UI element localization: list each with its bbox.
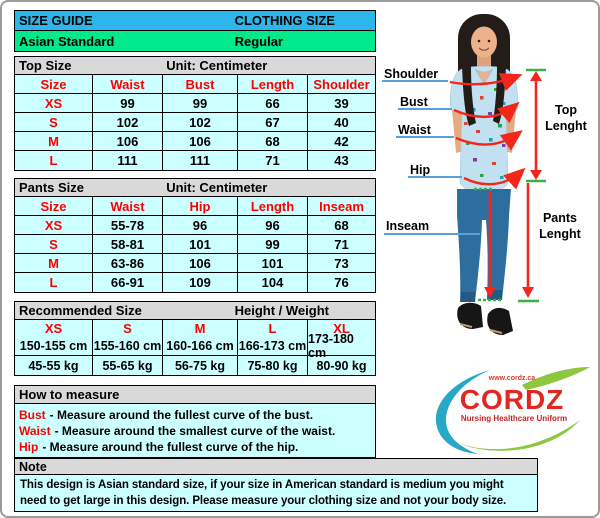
height-cell: 173-180 cm (308, 337, 375, 356)
logo-tagline: Nursing Healthcare Uniform (460, 414, 568, 423)
how-to-measure-body (15, 404, 375, 457)
size-cell: M (15, 132, 93, 151)
value-cell: 101 (238, 254, 308, 273)
standard-label: Asian Standard (19, 33, 115, 49)
measure-label: Bust (19, 408, 46, 422)
size-cell: L (15, 273, 93, 292)
value-cell: 58-81 (93, 235, 163, 254)
pants-size-grid (15, 197, 375, 292)
top-length-label-1: Top (555, 103, 577, 117)
note-text: This design is Asian standard size, if your size in American standard is medium you might need to get large in this design. Please measure your clothing size and not your body size. (20, 479, 507, 507)
pants-length-label-1: Pants (542, 211, 578, 225)
eye (488, 40, 491, 43)
recommended-size-values (15, 332, 375, 375)
tables-column (14, 10, 376, 458)
measure-label: Hip (19, 440, 39, 454)
height-weight-label: Height / Weight (234, 303, 329, 318)
pants (457, 189, 511, 302)
waist-label: Waist (398, 123, 431, 137)
size-cell: XS (15, 94, 93, 113)
measure-text: - Measure around the fullest curve of the hip. (42, 440, 299, 454)
note-title: Note (19, 459, 47, 474)
value-cell: 109 (163, 273, 238, 292)
value-cell: 99 (238, 235, 308, 254)
value-cell: 67 (238, 113, 308, 132)
value-cell: 106 (93, 132, 163, 151)
size-cell: XS (15, 216, 93, 235)
size-cell: M (15, 254, 93, 273)
value-cell: 71 (238, 151, 308, 170)
value-cell: 104 (238, 273, 308, 292)
recommended-title: Recommended Size (19, 303, 142, 318)
col-header: Shoulder (308, 75, 375, 94)
model-measurement-diagram (376, 10, 596, 366)
value-cell: 68 (238, 132, 308, 151)
weight-cell: 55-65 kg (93, 356, 163, 375)
logo-swoosh-green (450, 420, 580, 451)
value-cell: 102 (93, 113, 163, 132)
measure-line-bust (19, 407, 371, 423)
how-to-measure-title: How to measure (19, 387, 120, 402)
col-header: XS (15, 320, 93, 337)
value-cell: 101 (163, 235, 238, 254)
pants-size-titlebar (15, 179, 375, 197)
col-header: Inseam (308, 197, 375, 216)
value-cell: 39 (308, 94, 375, 113)
measure-text: - Measure around the fullest curve of the bust. (49, 408, 314, 422)
how-to-measure-titlebar (15, 386, 375, 404)
measure-label: Waist (19, 424, 51, 438)
col-header: L (238, 320, 308, 337)
value-cell: 106 (163, 254, 238, 273)
top-size-table (14, 56, 376, 171)
top-size-grid (15, 75, 375, 170)
header-table (14, 10, 376, 52)
value-cell: 99 (163, 94, 238, 113)
value-cell: 102 (163, 113, 238, 132)
eye (478, 40, 481, 43)
top-size-unit: Unit: Centimeter (166, 58, 268, 73)
measure-text: - Measure around the smallest curve of the waist. (54, 424, 336, 438)
size-cell: L (15, 151, 93, 170)
measure-line-waist (19, 423, 371, 439)
col-header: Waist (93, 197, 163, 216)
value-cell: 43 (334, 153, 349, 168)
value-cell: 96 (238, 216, 308, 235)
bust-label: Bust (400, 95, 428, 109)
value-cell: 68 (308, 216, 375, 235)
clothing-size-label: CLOTHING SIZE (234, 13, 335, 28)
value-cell: 71 (308, 235, 375, 254)
pants-length-label-2: Lenght (539, 227, 581, 241)
inseam-label: Inseam (386, 219, 430, 233)
value-cell: 73 (308, 254, 375, 273)
top-size-titlebar (15, 57, 375, 75)
logo-name: CORDZ (459, 384, 565, 415)
value-cell: 99 (93, 94, 163, 113)
pants-size-title: Pants Size (19, 180, 85, 195)
cordz-logo (426, 364, 594, 458)
top-length-arrowhead-up (530, 71, 542, 81)
top-length-arrowhead-down (530, 170, 542, 180)
shoulder-label: Shoulder (384, 67, 439, 81)
pants-length-arrowhead (522, 287, 534, 298)
top-length-label-2: Lenght (545, 119, 587, 133)
value-cell: 63-86 (93, 254, 163, 273)
fit-label: Regular (234, 33, 283, 49)
value-cell: 106 (163, 132, 238, 151)
col-header: XL (333, 321, 350, 336)
size-guide-row (15, 11, 375, 31)
how-to-measure-section (14, 385, 376, 458)
value-cell: 42 (308, 132, 375, 151)
pants-size-unit: Unit: Centimeter (166, 180, 268, 195)
pants-cuff (461, 292, 475, 302)
weight-cell: 80-90 kg (316, 358, 367, 373)
recommended-size-table (14, 301, 376, 376)
logo-website: www.cordz.ca (488, 375, 536, 382)
size-cell: S (15, 235, 93, 254)
col-header: Waist (93, 75, 163, 94)
height-cell: 166-173 cm (238, 337, 308, 356)
value-cell: 111 (93, 151, 163, 170)
hip-label: Hip (410, 163, 431, 177)
weight-cell: 75-80 kg (238, 356, 308, 375)
weight-cell: 56-75 kg (163, 356, 238, 375)
col-header: Length (238, 75, 308, 94)
model-photo (450, 14, 518, 335)
value-cell: 40 (308, 113, 375, 132)
col-header: M (163, 320, 238, 337)
height-cell: 150-155 cm (15, 337, 93, 356)
col-header: S (93, 320, 163, 337)
top-size-title: Top Size (19, 58, 72, 73)
height-cell: 155-160 cm (93, 337, 163, 356)
value-cell: 96 (163, 216, 238, 235)
col-header: Size (15, 75, 93, 94)
size-cell: S (15, 113, 93, 132)
weight-cell: 45-55 kg (15, 356, 93, 375)
col-header: Length (238, 197, 308, 216)
value-cell: 66 (238, 94, 308, 113)
col-header: Bust (163, 75, 238, 94)
value-cell: 76 (334, 275, 349, 290)
value-cell: 111 (163, 151, 238, 170)
value-cell: 55-78 (93, 216, 163, 235)
note-section (14, 458, 538, 512)
measure-line-hip (19, 439, 371, 455)
note-titlebar (15, 459, 537, 475)
size-guide-label: SIZE GUIDE (19, 13, 93, 28)
standard-row (15, 31, 375, 51)
col-header: Size (15, 197, 93, 216)
height-cell: 160-166 cm (163, 337, 238, 356)
pants-size-table (14, 178, 376, 293)
recommended-titlebar (15, 302, 375, 320)
value-cell: 66-91 (93, 273, 163, 292)
face (471, 27, 497, 58)
col-header: Hip (163, 197, 238, 216)
